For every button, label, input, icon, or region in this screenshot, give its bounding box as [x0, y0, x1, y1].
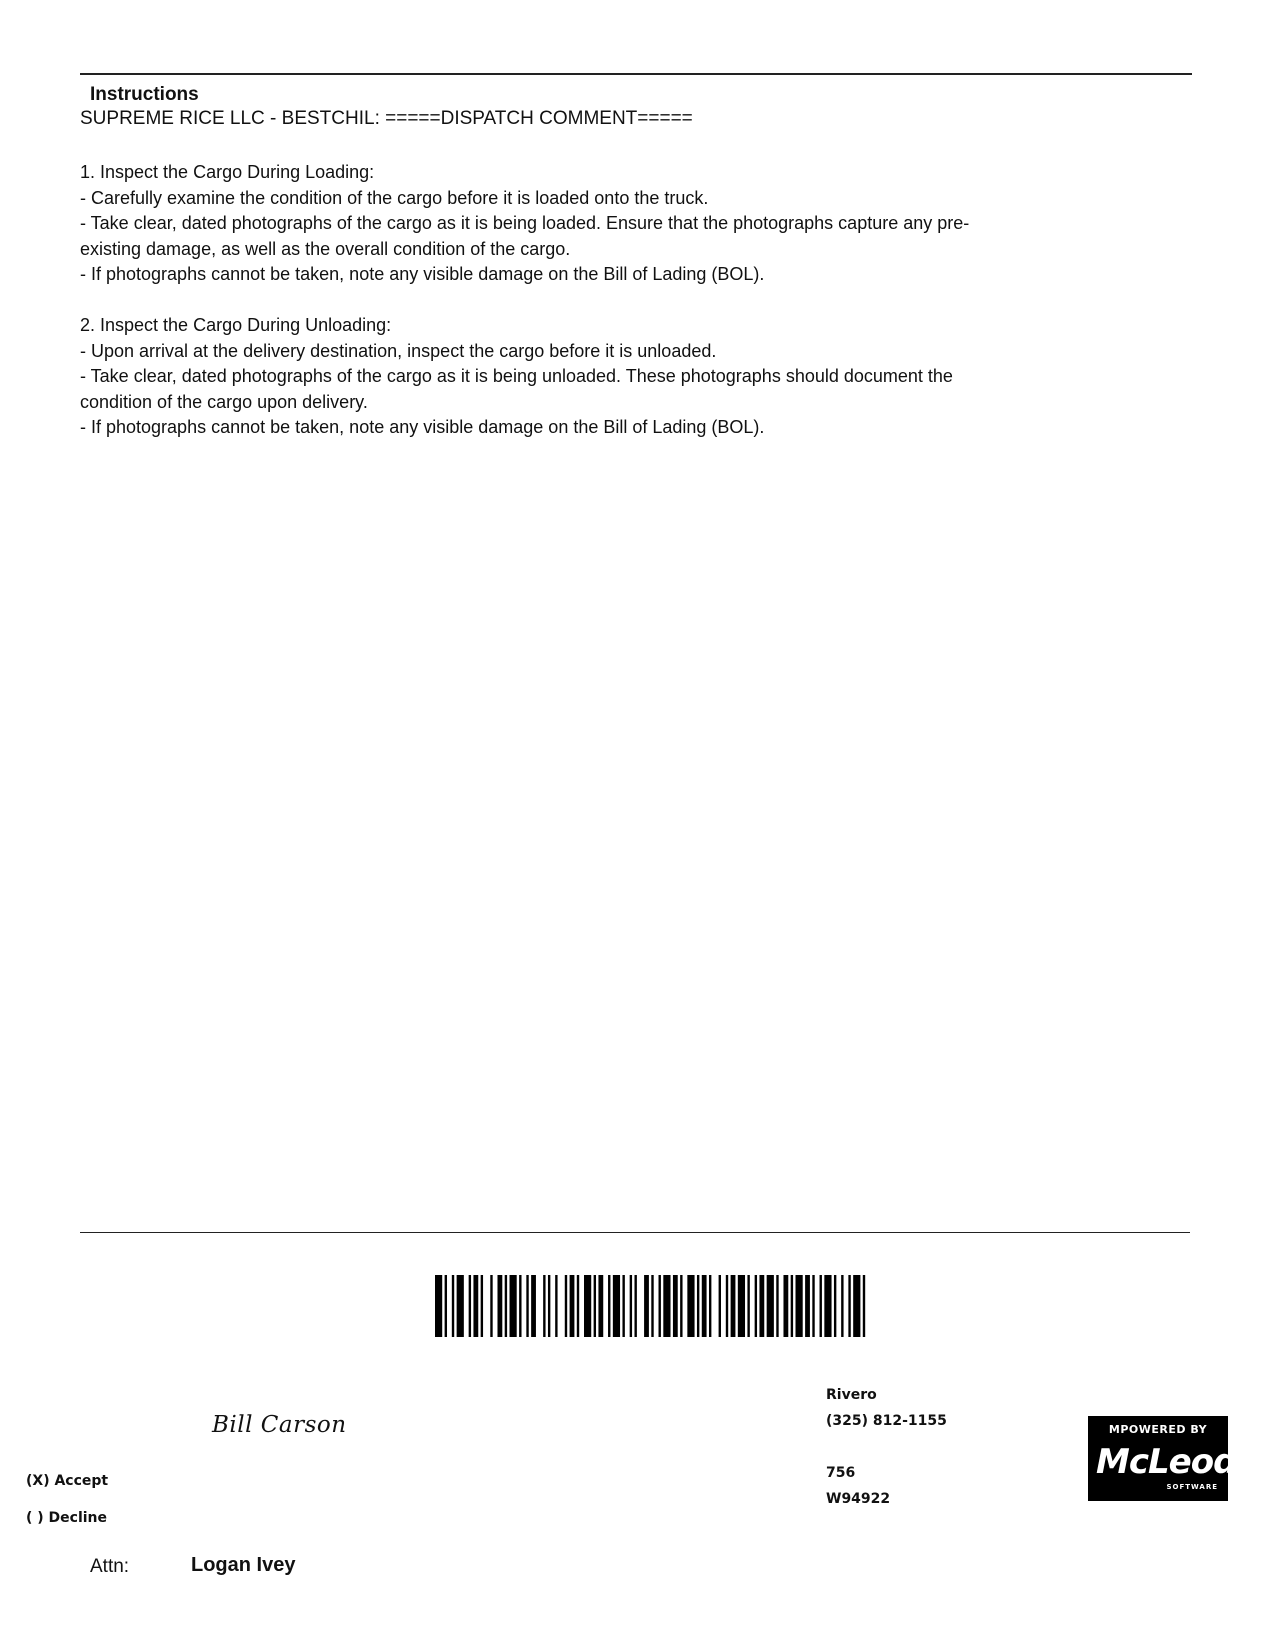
instruction-line: - If photographs cannot be taken, note any visible damage on the Bill of Lading (BOL). — [80, 264, 765, 284]
section-title: Instructions — [90, 84, 199, 105]
instructions-body — [80, 160, 1160, 441]
accept-option[interactable]: (X) Accept — [26, 1473, 109, 1489]
instruction-line: - Take clear, dated photographs of the cargo as it is being loaded. Ensure that the photographs capture any pre- — [80, 213, 970, 233]
instruction-line: - If photographs cannot be taken, note any visible damage on the Bill of Lading (BOL). — [80, 417, 765, 437]
instruction-line — [80, 288, 1160, 314]
instruction-line: existing damage, as well as the overall condition of the cargo. — [80, 238, 571, 259]
instruction-line: - Carefully examine the condition of the cargo before it is loaded onto the truck. — [80, 187, 709, 208]
instruction-line: - Upon arrival at the delivery destination, inspect the cargo before it is unloaded. — [80, 340, 717, 361]
instruction-line: 2. Inspect the Cargo During Unloading: — [80, 315, 392, 335]
dispatch-comment-header: SUPREME RICE LLC - BESTCHIL: =====DISPATCH COMMENT===== — [80, 108, 693, 129]
barcode — [435, 1275, 870, 1337]
instruction-line: condition of the cargo upon delivery. — [80, 391, 368, 412]
logo-sub: SOFTWARE — [1166, 1483, 1218, 1491]
carrier-phone: (325) 812-1155 — [826, 1413, 947, 1429]
logo-top-text: MPOWERED BY — [1108, 1423, 1208, 1436]
instruction-line: 1. Inspect the Cargo During Loading: — [80, 162, 375, 182]
attn-name: Logan Ivey — [191, 1554, 296, 1576]
carrier-name: Rivero — [826, 1387, 877, 1403]
top-divider — [80, 73, 1192, 75]
logo-brand: McLeod — [1096, 1442, 1237, 1482]
decline-option[interactable]: ( ) Decline — [26, 1510, 108, 1526]
attn-label: Attn: — [90, 1556, 130, 1577]
mcleod-logo — [1088, 1416, 1237, 1501]
carrier-number: 756 — [826, 1465, 856, 1481]
carrier-code: W94922 — [826, 1491, 891, 1507]
signature: Bill Carson — [212, 1412, 347, 1438]
bottom-divider — [80, 1232, 1190, 1233]
instruction-line: - Take clear, dated photographs of the cargo as it is being unloaded. These photographs should document the — [80, 366, 953, 386]
